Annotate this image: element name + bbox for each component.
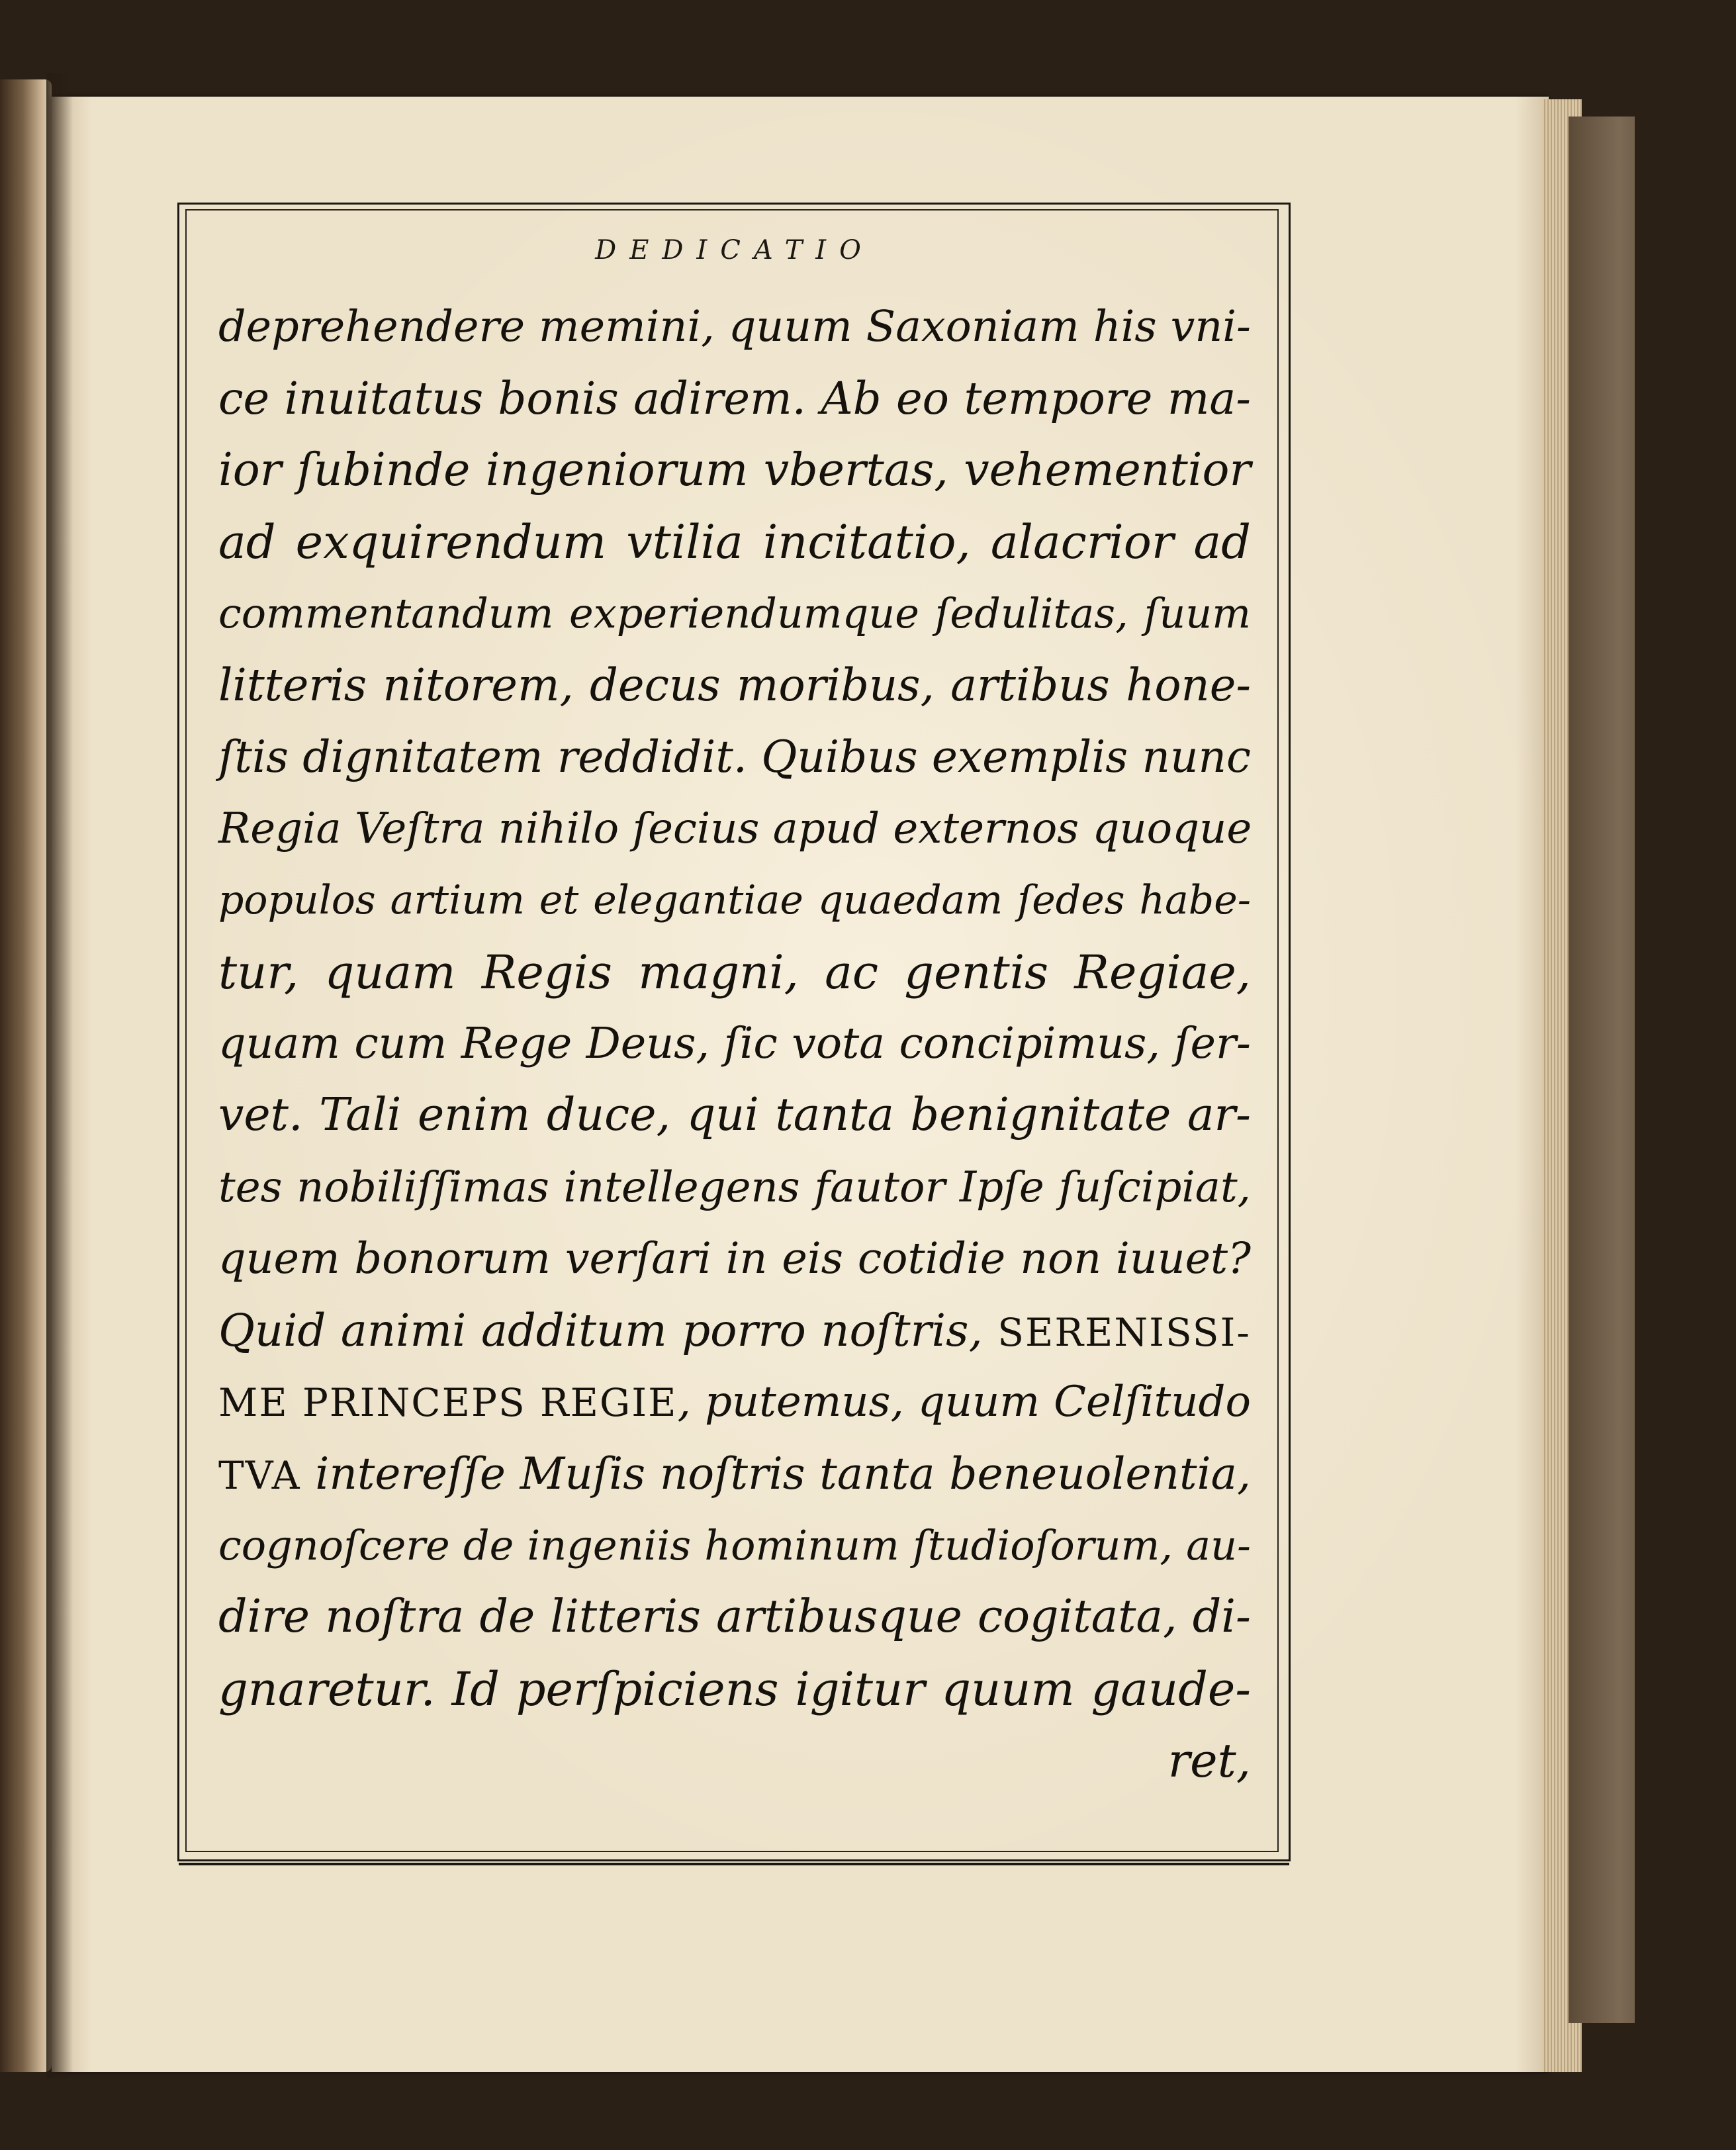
text-line: ſtis dignitatem reddidit. Quibus exemplis nunc [218,731,1251,782]
text-line: ce inuitatus bonis adirem. Ab eo tempore ma- [218,373,1251,425]
text-line: ior ſubinde ingeniorum vbertas, vehementior [218,444,1251,496]
text-line [218,1295,1251,1366]
small-caps-text: SERENISSI- [997,1310,1251,1356]
text-line: dire noſtra de litteris artibusque cogitata, di- [218,1591,1251,1644]
text-line: vet. Tali enim duce, qui tanta benignitate ar- [218,1089,1251,1142]
line-text: , putemus, quum Celſitudo [677,1378,1251,1427]
text-line: tur, quam Regis magni, ac gentis Regiae, [218,945,1251,1000]
previous-page-edge [0,79,52,2072]
bottom-rule [179,1857,1289,1865]
line-text: intereſſe Muſis noſtris tanta beneuolentia, [300,1448,1251,1499]
line-text: Quid animi additum porro noſtris, [218,1305,998,1357]
body-text [218,291,1251,1797]
text-line: tes nobiliſſimas intellegens fautor Ipſe ſuſcipiat, [218,1162,1251,1212]
text-line [218,1366,1251,1438]
background [1635,0,1736,2150]
small-caps-text: ME PRINCEPS REGIE [218,1380,678,1426]
text-line [218,1438,1251,1510]
text-line: gnaretur. Id perſpiciens igitur quum gaude- [218,1661,1251,1716]
text-line: deprehendere memini, quum Saxoniam his vni- [218,302,1251,351]
running-head: DEDICATIO [595,235,874,265]
book-gutter [46,73,73,2079]
text-line: populos artium et elegantiae quaedam ſedes habe- [218,877,1251,924]
text-line: quam cum Rege Deus, ſic vota concipimus, ſer- [218,1018,1251,1068]
text-line: litteris nitorem, decus moribus, artibus hone- [218,659,1251,712]
small-caps-text: TVA [218,1452,301,1498]
text-line: quem bonorum verſari in eis cotidie non iuuet? [218,1233,1251,1284]
text-line: cognoſcere de ingeniis hominum ſtudioſorum, au- [218,1521,1251,1570]
catchword: ret, [1167,1733,1251,1788]
text-line: commentandum experiendumque ſedulitas, ſuum [218,589,1251,638]
text-line: Regia Veſtra nihilo ſecius apud externos quoque [218,804,1252,854]
text-line: ad exquirendum vtilia incitatio, alacrior ad [218,514,1251,569]
